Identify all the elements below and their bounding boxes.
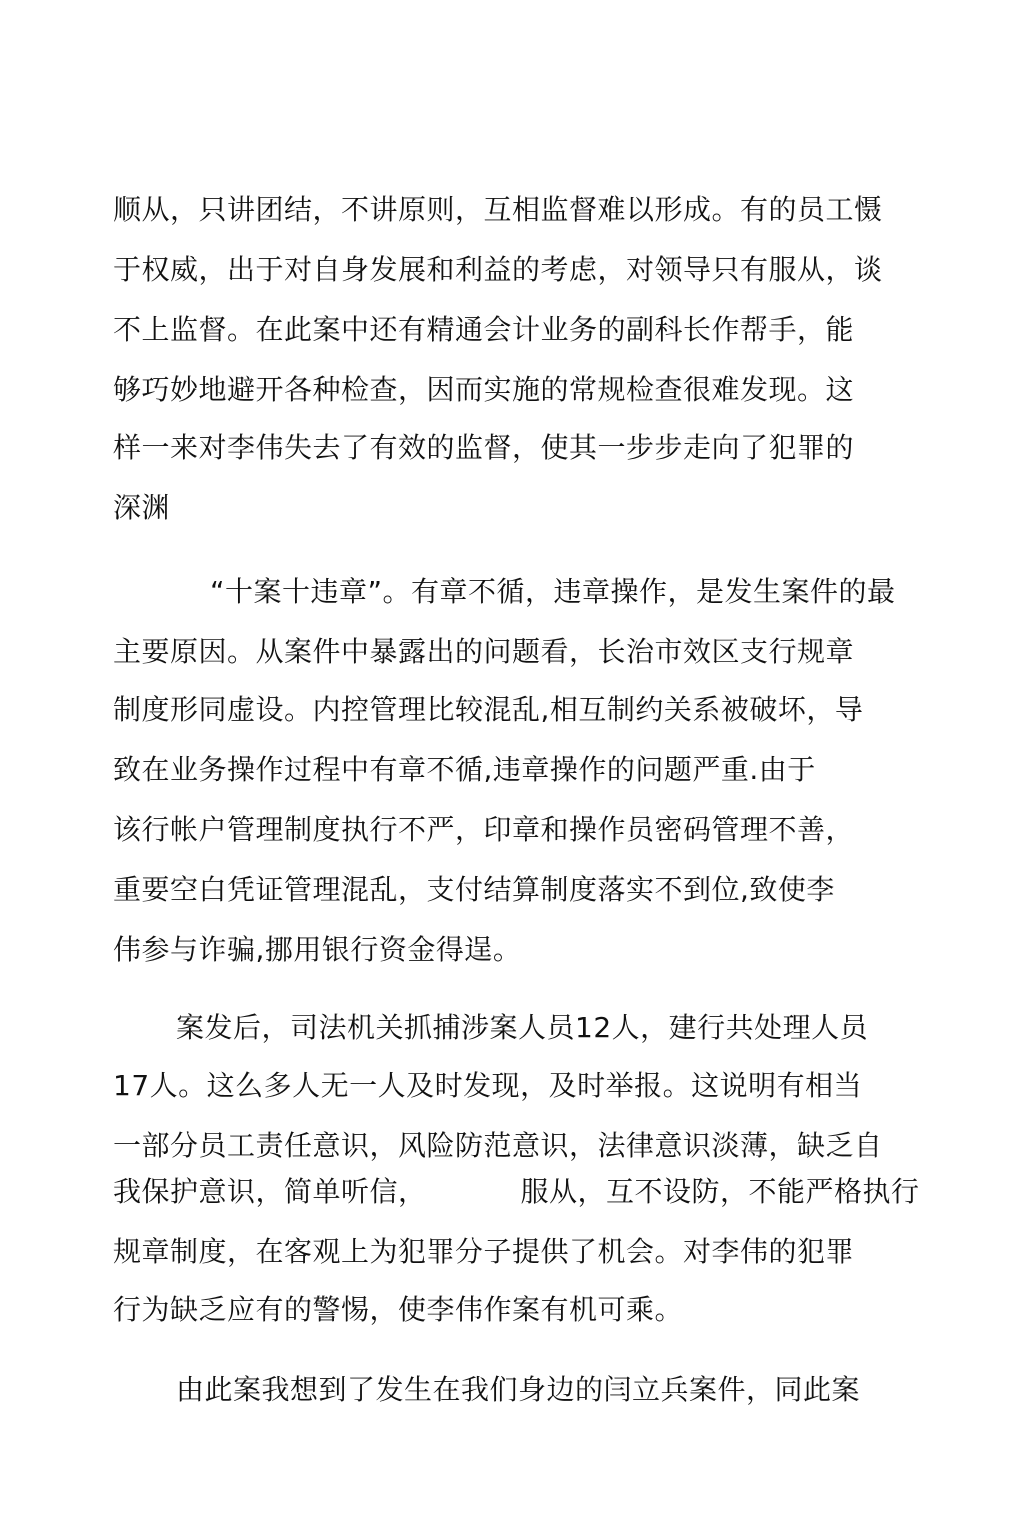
text-line: 主要原因。从案件中暴露出的问题看，长治市效区支行规章 bbox=[113, 635, 855, 668]
text-line: 该行帐户管理制度执行不严，印章和操作员密码管理不善， bbox=[113, 813, 855, 846]
text-line: 致在业务操作过程中有章不循,违章操作的问题严重.由于 bbox=[113, 753, 816, 786]
text-line: 由此案我想到了发生在我们身边的闫立兵案件，同此案 bbox=[176, 1373, 861, 1406]
text-line: 样一来对李伟失去了有效的监督，使其一步步走向了犯罪的 bbox=[113, 431, 855, 464]
text-line: 够巧妙地避开各种检查，因而实施的常规检查很难发现。这 bbox=[113, 373, 855, 406]
text-line: 伟参与诈骗,挪用银行资金得逞。 bbox=[113, 933, 522, 966]
text-line: 我保护意识，简单听信， 服从，互不设防，不能严格执行 bbox=[113, 1175, 920, 1208]
text-line: 深渊 bbox=[113, 491, 171, 524]
text-line: 顺从，只讲团结，不讲原则，互相监督难以形成。有的员工慑 bbox=[113, 193, 883, 226]
text-line: 规章制度，在客观上为犯罪分子提供了机会。对李伟的犯罪 bbox=[113, 1235, 855, 1268]
text-line: 行为缺乏应有的警惕，使李伟作案有机可乘。 bbox=[113, 1293, 684, 1326]
text-line: 一部分员工责任意识，风险防范意识，法律意识淡薄，缺乏自 bbox=[113, 1129, 883, 1162]
text-line: “十案十违章”。有章不循，违章操作，是发生案件的最 bbox=[210, 575, 896, 608]
text-line: 17人。这么多人无一人及时发现，及时举报。这说明有相当 bbox=[113, 1069, 863, 1102]
text-line: 案发后，司法机关抓捕涉案人员12人，建行共处理人员 bbox=[176, 1011, 869, 1044]
text-line: 于权威，出于对自身发展和利益的考虑，对领导只有服从，谈 bbox=[113, 253, 883, 286]
text-line: 不上监督。在此案中还有精通会计业务的副科长作帮手，能 bbox=[113, 313, 855, 346]
text-line: 制度形同虚设。内控管理比较混乱,相互制约关系被破坏，导 bbox=[113, 693, 864, 726]
text-line: 重要空白凭证管理混乱，支付结算制度落实不到位,致使李 bbox=[113, 873, 835, 906]
